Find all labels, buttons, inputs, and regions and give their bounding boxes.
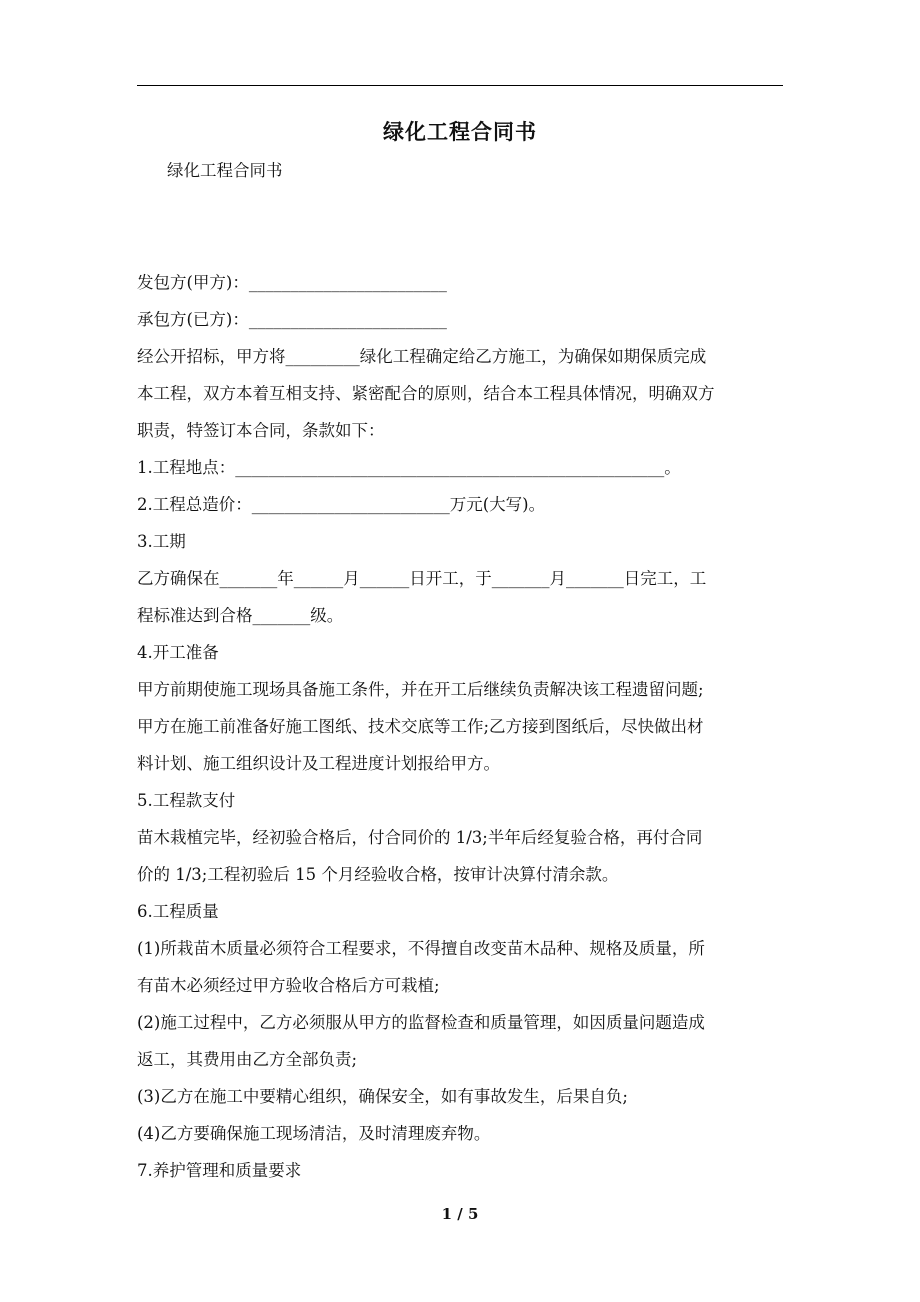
body-line: (4)乙方要确保施工现场清洁，及时清理废弃物。	[137, 1124, 491, 1143]
page-indicator: 1 / 5	[441, 1205, 479, 1223]
body-line: 程标准达到合格_______级。	[137, 606, 344, 625]
body-line: 价的 1/3;工程初验后 15 个月经验收合格，按审计决算付清余款。	[137, 865, 619, 884]
clause-4-heading: 4.开工准备	[137, 643, 219, 662]
clause-7-heading: 7.养护管理和质量要求	[137, 1161, 302, 1180]
clause-5-heading: 5.工程款支付	[137, 791, 236, 810]
clause-1-location: 1.工程地点：____________________________________________________。	[137, 458, 681, 477]
header-rule	[137, 85, 783, 86]
body-line: 经公开招标，甲方将_________绿化工程确定给乙方施工，为确保如期保质完成	[137, 347, 707, 366]
body-line: (1)所栽苗木质量必须符合工程要求，不得擅自改变苗木品种、规格及质量，所	[137, 939, 705, 958]
body-line: 职责，特签订本合同，条款如下：	[137, 421, 385, 440]
party-a-line: 发包方(甲方)：________________________	[137, 273, 447, 292]
party-b-line: 承包方(已方)：________________________	[137, 310, 447, 329]
body-line: 乙方确保在_______年______月______日开工，于_______月_______日完工，工	[137, 569, 707, 588]
document-title: 绿化工程合同书	[383, 119, 537, 144]
body-line: (3)乙方在施工中要精心组织，确保安全，如有事故发生，后果自负;	[137, 1087, 628, 1106]
body-line: 甲方在施工前准备好施工图纸、技术交底等工作;乙方接到图纸后，尽快做出材	[137, 717, 704, 736]
clause-3-heading: 3.工期	[137, 532, 186, 551]
clause-6-heading: 6.工程质量	[137, 902, 219, 921]
body-line: 甲方前期使施工现场具备施工条件，并在开工后继续负责解决该工程遗留问题;	[137, 680, 704, 699]
clause-2-cost: 2.工程总造价：________________________万元(大写)。	[137, 495, 546, 514]
body-line: 有苗木必须经过甲方验收合格后方可栽植;	[137, 976, 440, 995]
body-line: 料计划、施工组织设计及工程进度计划报给甲方。	[137, 754, 500, 773]
body-line: 本工程，双方本着互相支持、紧密配合的原则，结合本工程具体情况，明确双方	[137, 384, 715, 403]
body-line: 返工，其费用由乙方全部负责;	[137, 1050, 358, 1069]
body-line: (2)施工过程中，乙方必须服从甲方的监督检查和质量管理，如因质量问题造成	[137, 1013, 705, 1032]
body-line: 苗木栽植完毕，经初验合格后，付合同价的 1/3;半年后经复验合格，再付合同	[137, 828, 703, 847]
document-subtitle: 绿化工程合同书	[167, 161, 283, 180]
